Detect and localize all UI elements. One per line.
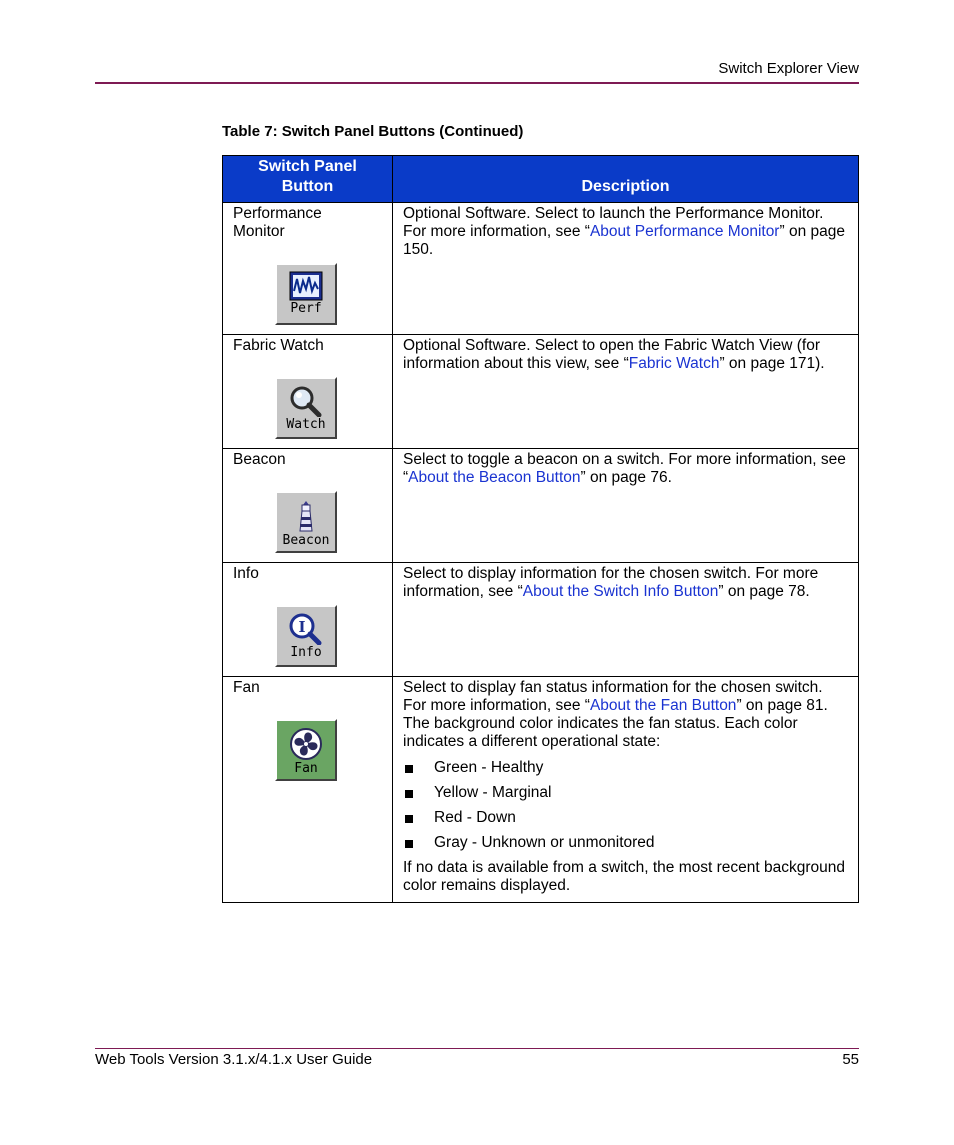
list-item: Yellow - Marginal (403, 784, 848, 802)
table-row (223, 563, 859, 677)
description-text: ” on page 78. (718, 583, 810, 600)
description-cell (393, 677, 859, 903)
button-name: Performance Monitor (233, 205, 322, 240)
description-text: ” on page 171). (719, 355, 825, 372)
info-magnifier-icon (288, 613, 324, 645)
fan-icon (289, 727, 323, 761)
header-rule (95, 82, 859, 84)
cross-reference-link[interactable]: About the Beacon Button (408, 469, 581, 486)
description-text: Select to display information for the chosen switch. For more information, see “ (403, 565, 819, 600)
button-name: Info (233, 565, 259, 582)
description-cell (393, 563, 859, 677)
description-cell (393, 335, 859, 449)
description-text: ” on page 81. The background color indicates the fan status. Each color indicates a different operational state: (403, 697, 828, 750)
column-header-button: Switch Panel Button (223, 156, 393, 203)
lighthouse-icon (291, 499, 321, 533)
list-item: Green - Healthy (403, 759, 848, 777)
button-cell (223, 203, 393, 335)
magnifier-icon (288, 385, 324, 417)
cross-reference-link[interactable]: About the Fan Button (589, 697, 737, 714)
description-text: Select to display fan status information for the chosen switch. For more information, see “ (403, 679, 823, 714)
footer-guide-title: Web Tools Version 3.1.x/4.1.x User Guide (95, 1051, 373, 1068)
fan-status-list (403, 759, 848, 852)
cross-reference-link[interactable]: About the Switch Info Button (522, 583, 719, 600)
footer-rule (95, 1048, 859, 1049)
fan-button[interactable] (275, 719, 337, 781)
button-icon-label: Info (290, 645, 322, 660)
table-row (223, 677, 859, 903)
description-cell (393, 449, 859, 563)
cross-reference-link[interactable]: About Performance Monitor (589, 223, 780, 240)
table-caption: Table 7: Switch Panel Buttons (Continued) (222, 123, 524, 140)
switch-panel-buttons-table (222, 155, 859, 903)
list-item: Gray - Unknown or unmonitored (403, 834, 848, 852)
button-icon-label: Watch (286, 417, 326, 432)
description-text: Select to toggle a beacon on a switch. For more information, see “ (403, 451, 846, 486)
button-cell (223, 677, 393, 903)
column-header-description: Description (393, 156, 859, 203)
info-button[interactable] (275, 605, 337, 667)
running-header: Switch Explorer View (718, 60, 859, 77)
button-cell (223, 563, 393, 677)
button-cell (223, 449, 393, 563)
description-text: Optional Software. Select to launch the Performance Monitor. For more information, see “ (403, 205, 824, 240)
perf-button[interactable] (275, 263, 337, 325)
button-cell (223, 335, 393, 449)
button-icon-label: Beacon (282, 533, 330, 548)
list-item: Red - Down (403, 809, 848, 827)
description-text: Optional Software. Select to open the Fabric Watch View (for information about this view, see “ (403, 337, 820, 372)
button-name: Fabric Watch (233, 337, 324, 354)
beacon-button[interactable] (275, 491, 337, 553)
cross-reference-link[interactable]: Fabric Watch (628, 355, 720, 372)
table-row (223, 335, 859, 449)
fan-note: If no data is available from a switch, the most recent background color remains displayed. (403, 859, 845, 894)
table-row (223, 449, 859, 563)
button-icon-label: Fan (294, 761, 318, 776)
description-cell (393, 203, 859, 335)
button-icon-label: Perf (290, 301, 322, 316)
page-number: 55 (842, 1051, 859, 1068)
table-row (223, 203, 859, 335)
description-text: ” on page 76. (580, 469, 672, 486)
button-name: Fan (233, 679, 260, 696)
description-text: ” on page 150. (403, 223, 845, 258)
performance-monitor-icon (289, 271, 323, 301)
watch-button[interactable] (275, 377, 337, 439)
button-name: Beacon (233, 451, 286, 468)
svg-text:I: I (298, 618, 306, 636)
